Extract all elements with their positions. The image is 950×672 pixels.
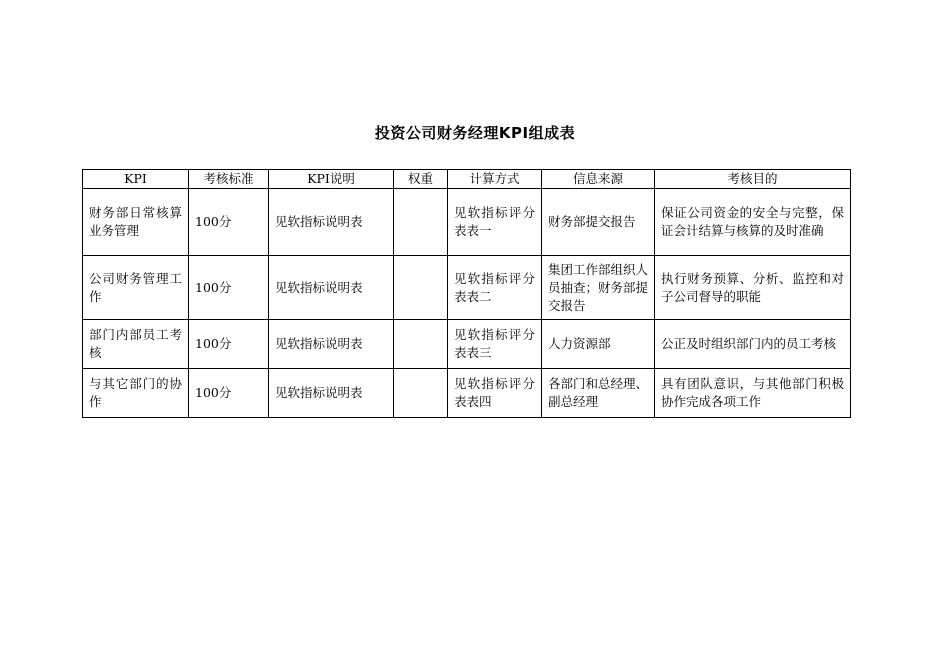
cell-description: 见软指标说明表 xyxy=(269,256,394,320)
cell-description: 见软指标说明表 xyxy=(269,320,394,369)
cell-purpose: 具有团队意识，与其他部门积极协作完成各项工作 xyxy=(655,369,851,418)
cell-description: 见软指标说明表 xyxy=(269,369,394,418)
cell-description: 见软指标说明表 xyxy=(269,189,394,256)
cell-kpi: 公司财务管理工作 xyxy=(83,256,189,320)
cell-kpi: 与其它部门的协作 xyxy=(83,369,189,418)
cell-weight xyxy=(394,256,448,320)
cell-purpose: 保证公司资金的安全与完整，保证会计结算与核算的及时准确 xyxy=(655,189,851,256)
cell-purpose: 公正及时组织部门内的员工考核 xyxy=(655,320,851,369)
header-row xyxy=(83,170,851,189)
cell-kpi: 财务部日常核算业务管理 xyxy=(83,189,189,256)
cell-weight xyxy=(394,320,448,369)
header-description: KPI说明 xyxy=(269,170,394,189)
cell-standard: 100分 xyxy=(189,320,269,369)
kpi-table xyxy=(82,169,851,418)
header-purpose: 考核目的 xyxy=(655,170,851,189)
cell-method: 见软指标评分表表二 xyxy=(448,256,542,320)
cell-weight xyxy=(394,369,448,418)
table-row xyxy=(83,320,851,369)
header-kpi: KPI xyxy=(83,170,189,189)
cell-method: 见软指标评分表表三 xyxy=(448,320,542,369)
header-method: 计算方式 xyxy=(448,170,542,189)
table-row xyxy=(83,369,851,418)
cell-purpose: 执行财务预算、分析、监控和对子公司督导的职能 xyxy=(655,256,851,320)
cell-standard: 100分 xyxy=(189,369,269,418)
cell-standard: 100分 xyxy=(189,189,269,256)
table-row xyxy=(83,189,851,256)
header-weight: 权重 xyxy=(394,170,448,189)
page-title: 投资公司财务经理KPI组成表 xyxy=(374,124,576,142)
cell-kpi: 部门内部员工考核 xyxy=(83,320,189,369)
cell-standard: 100分 xyxy=(189,256,269,320)
header-source: 信息来源 xyxy=(542,170,655,189)
cell-method: 见软指标评分表表一 xyxy=(448,189,542,256)
cell-source: 各部门和总经理、副总经理 xyxy=(542,369,655,418)
table-row xyxy=(83,256,851,320)
cell-source: 人力资源部 xyxy=(542,320,655,369)
cell-weight xyxy=(394,189,448,256)
cell-method: 见软指标评分表表四 xyxy=(448,369,542,418)
cell-source: 财务部提交报告 xyxy=(542,189,655,256)
cell-source: 集团工作部组织人员抽查；财务部提交报告 xyxy=(542,256,655,320)
header-standard: 考核标准 xyxy=(189,170,269,189)
